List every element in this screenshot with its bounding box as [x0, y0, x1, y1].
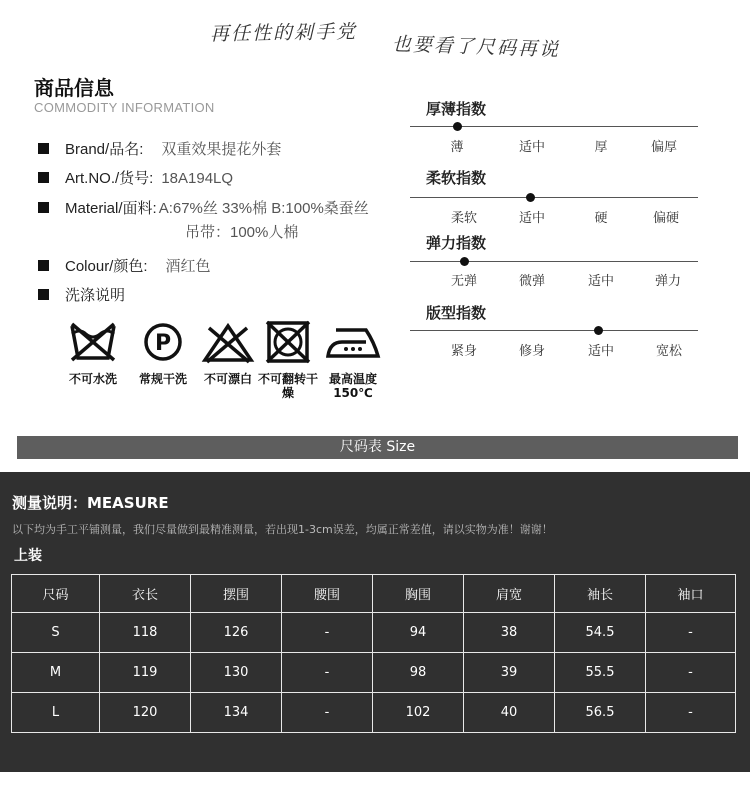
table-cell: 130: [191, 653, 282, 693]
index-marker: [594, 326, 603, 335]
table-cell: 38: [464, 613, 555, 653]
index-option: 适中: [587, 344, 614, 359]
iron-icon: [322, 320, 384, 364]
index-option: 厚: [594, 140, 608, 155]
spec-material: [38, 197, 369, 218]
index-option: 无弹: [450, 274, 477, 289]
care-no-tumble-dry: [253, 320, 323, 400]
index-option: 适中: [518, 140, 545, 155]
index-option: 宽松: [655, 344, 682, 359]
measure-title: 测量说明：MEASURE: [12, 494, 169, 512]
table-header: 胸围: [373, 575, 464, 613]
table-cell: -: [646, 693, 736, 733]
table-cell: 55.5: [555, 653, 646, 693]
spec-value: 18A194LQ: [161, 170, 234, 187]
index-option: 硬: [594, 211, 608, 226]
index-scale-line: [410, 197, 698, 198]
table-cell: 98: [373, 653, 464, 693]
size-chart-bar: 尺码表 Size: [17, 436, 738, 459]
table-cell: 134: [191, 693, 282, 733]
table-cell: -: [282, 653, 373, 693]
no-tumble-dry-icon: [261, 320, 315, 364]
size-table: [11, 574, 736, 733]
table-row: [12, 613, 736, 653]
table-cell: 119: [100, 653, 191, 693]
index-scale-line: [410, 261, 698, 262]
no-bleach-icon: [199, 320, 257, 364]
table-cell: -: [646, 653, 736, 693]
care-label: 不可翻转干燥: [257, 372, 318, 400]
table-cell: 40: [464, 693, 555, 733]
slogan: [210, 14, 610, 62]
commodity-title: 商品信息: [34, 76, 114, 100]
table-header: 摆围: [191, 575, 282, 613]
table-header-row: [12, 575, 736, 613]
table-header: 衣长: [100, 575, 191, 613]
index-marker: [453, 122, 462, 131]
slogan-line-1: 再任性的剁手党: [209, 20, 358, 46]
table-cell: -: [282, 613, 373, 653]
table-cell: L: [12, 693, 100, 733]
measure-note: 以下均为手工平铺测量，我们尽量做到最精准测量，若出现1-3cm误差，均属正常差值，请以实物为准！谢谢！: [12, 523, 553, 536]
index-option: 修身: [518, 344, 545, 359]
table-header: 袖长: [555, 575, 646, 613]
spec-value: A:67%丝 33%棉 B:100%桑蚕丝: [158, 200, 369, 217]
spec-key: Brand/品名:: [65, 141, 144, 158]
index-marker: [460, 257, 469, 266]
index-title: 厚薄指数: [426, 100, 487, 118]
care-label: 不可漂白: [203, 372, 252, 386]
spec-wash: [38, 284, 125, 305]
spec-value: 双重效果提花外套: [161, 141, 282, 158]
spec-art-no: [38, 167, 233, 188]
spec-key: 洗涤说明: [65, 287, 126, 304]
table-header: 腰围: [282, 575, 373, 613]
care-label: 不可水洗: [68, 372, 117, 386]
index-marker: [526, 193, 535, 202]
spec-key: Art.NO./货号:: [65, 170, 154, 187]
spec-colour: [38, 255, 211, 276]
index-option: 柔软: [450, 211, 477, 226]
care-label: 最高温度150℃: [328, 372, 377, 400]
dry-clean-p-icon: [136, 320, 190, 364]
index-title: 弹力指数: [426, 234, 487, 252]
table-row: [12, 653, 736, 693]
care-iron: [318, 320, 388, 400]
bullet-square-icon: [38, 202, 49, 213]
spec-brand: [38, 138, 281, 159]
commodity-subtitle: COMMODITY INFORMATION: [34, 100, 215, 115]
table-cell: 56.5: [555, 693, 646, 733]
table-cell: S: [12, 613, 100, 653]
table-cell: 126: [191, 613, 282, 653]
spec-value: 酒红色: [165, 258, 211, 275]
spec-key: Material/面料:: [65, 200, 157, 217]
bullet-square-icon: [38, 289, 49, 300]
index-title: 版型指数: [426, 304, 487, 322]
care-no-wash: [58, 320, 128, 386]
table-cell: 118: [100, 613, 191, 653]
table-cell: -: [282, 693, 373, 733]
bullet-square-icon: [38, 260, 49, 271]
table-cell: 39: [464, 653, 555, 693]
no-washing-icon: [66, 320, 120, 364]
table-header: 袖口: [646, 575, 736, 613]
slogan-line-2: 也要看了尺码再说: [391, 33, 561, 61]
index-option: 适中: [518, 211, 545, 226]
table-row: [12, 693, 736, 733]
index-option: 微弹: [518, 274, 545, 289]
measure-panel: [0, 472, 750, 772]
care-dry-clean: [128, 320, 198, 386]
index-option: 弹力: [654, 274, 681, 289]
index-option: 薄: [450, 140, 464, 155]
spec-key: Colour/颜色:: [65, 258, 148, 275]
table-cell: 102: [373, 693, 464, 733]
table-cell: -: [646, 613, 736, 653]
svg-text:P: P: [154, 331, 172, 356]
section-title: 上装: [14, 548, 42, 564]
bullet-square-icon: [38, 172, 49, 183]
table-header: 尺码: [12, 575, 100, 613]
index-title: 柔软指数: [426, 169, 487, 187]
care-label: 常规干洗: [138, 372, 187, 386]
index-option: 偏硬: [652, 211, 679, 226]
table-header: 肩宽: [464, 575, 555, 613]
table-cell: M: [12, 653, 100, 693]
table-cell: 54.5: [555, 613, 646, 653]
table-cell: 94: [373, 613, 464, 653]
index-scale-line: [410, 330, 698, 331]
index-option: 紧身: [450, 344, 477, 359]
index-option: 偏厚: [650, 140, 677, 155]
bullet-square-icon: [38, 143, 49, 154]
spec-material-line-2: 吊带：100%人棉: [185, 224, 299, 241]
table-cell: 120: [100, 693, 191, 733]
index-option: 适中: [587, 274, 614, 289]
